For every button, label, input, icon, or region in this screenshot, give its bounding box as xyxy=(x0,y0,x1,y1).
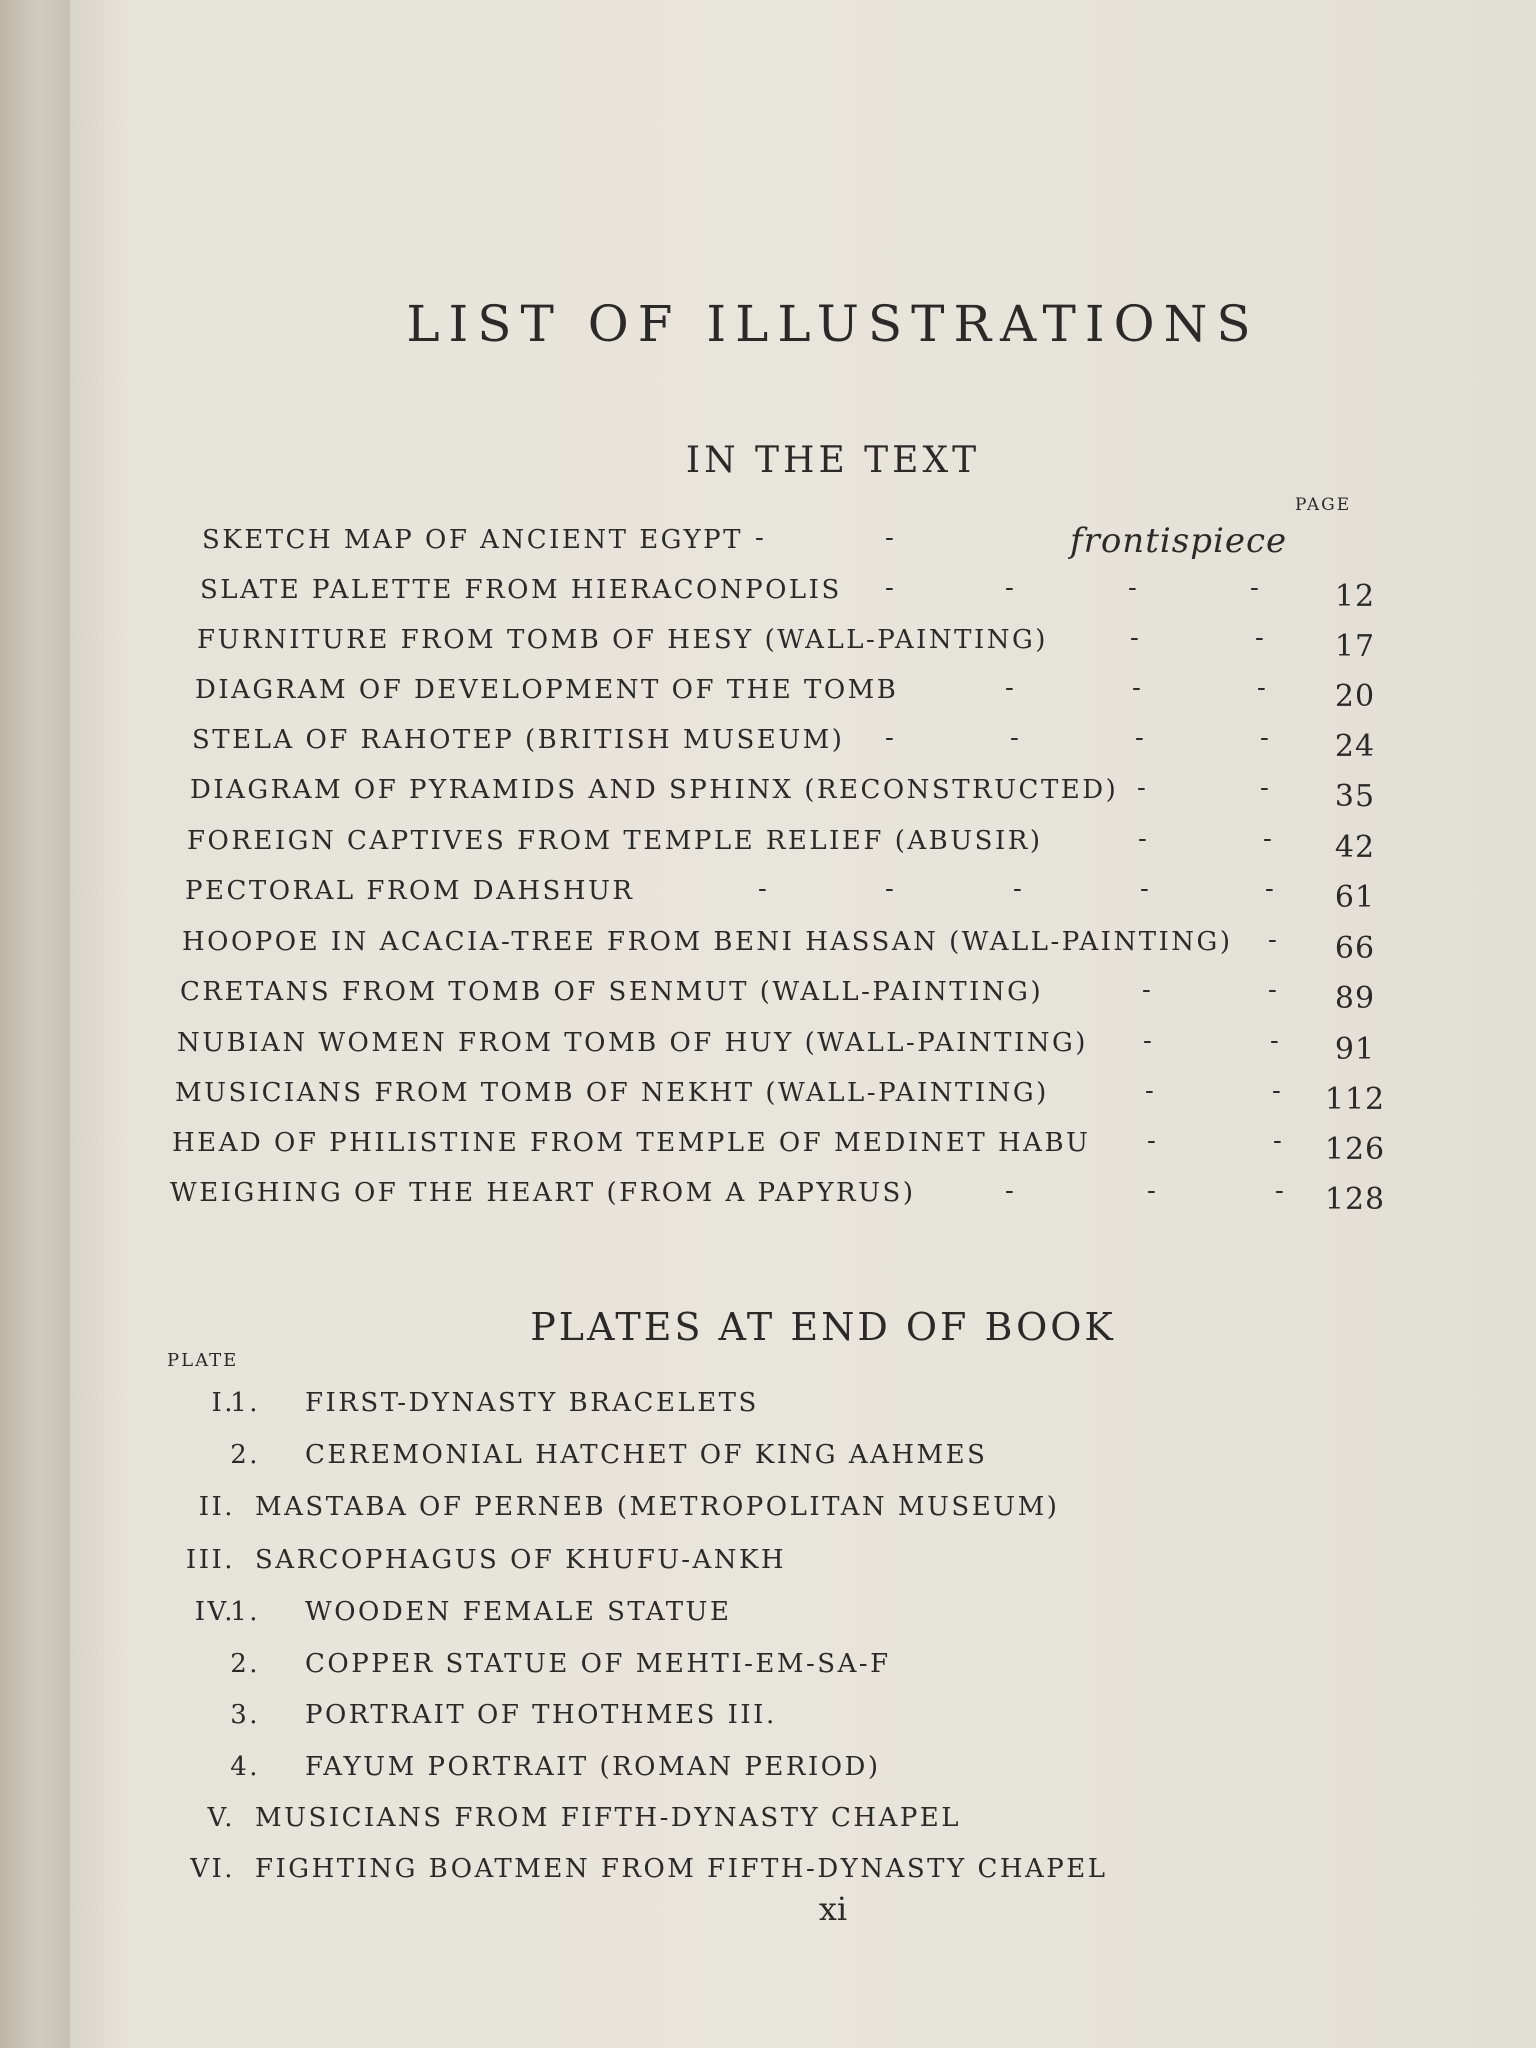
illustration-label: HOOPOE IN ACACIA-TREE FROM BENI HASSAN (WALL-PAINTING) xyxy=(182,927,1233,957)
leader-dash: - xyxy=(885,573,897,603)
plate-sub-number: 1. xyxy=(230,1597,260,1627)
illustration-entry xyxy=(172,1128,1432,1168)
leader-dash: - xyxy=(1132,673,1144,703)
page-number-ref: 128 xyxy=(1324,1182,1386,1217)
page-number-ref: 126 xyxy=(1324,1132,1386,1167)
leader-dash: - xyxy=(1145,1076,1157,1106)
plate-entry xyxy=(70,1440,1470,1480)
leader-dash: - xyxy=(1268,975,1280,1005)
illustration-label: DIAGRAM OF PYRAMIDS AND SPHINX (RECONSTRUCTED) xyxy=(190,775,1119,805)
leader-dash: - xyxy=(1143,1026,1155,1056)
plate-label: WOODEN FEMALE STATUE xyxy=(305,1597,732,1627)
plate-entry xyxy=(70,1492,1470,1532)
leader-dash: - xyxy=(1260,773,1272,803)
leader-dash: - xyxy=(1005,1176,1017,1206)
leader-dash: - xyxy=(758,874,770,904)
page-number-ref: 89 xyxy=(1334,981,1376,1016)
illustration-entry xyxy=(190,775,1450,815)
illustration-entry xyxy=(180,977,1440,1017)
leader-dash: - xyxy=(1265,874,1277,904)
plate-label: CEREMONIAL HATCHET OF KING AAHMES xyxy=(305,1440,988,1470)
leader-dash: - xyxy=(1130,623,1142,653)
page-number: xi xyxy=(818,1890,848,1928)
illustration-entry xyxy=(170,1178,1430,1218)
leader-dash: - xyxy=(885,874,897,904)
leader-dash: - xyxy=(1137,773,1149,803)
plate-number: V. xyxy=(207,1803,235,1833)
page-number-ref: 17 xyxy=(1334,629,1376,664)
illustration-label: FURNITURE FROM TOMB OF HESY (WALL-PAINTING) xyxy=(197,625,1048,655)
leader-dash: - xyxy=(1138,824,1150,854)
illustration-entry xyxy=(200,575,1460,615)
leader-dash: - xyxy=(1010,723,1022,753)
illustration-label: STELA OF RAHOTEP (BRITISH MUSEUM) xyxy=(192,725,845,755)
illustration-entry xyxy=(182,927,1442,967)
plate-entry xyxy=(70,1752,1470,1792)
page-number-ref: 61 xyxy=(1334,880,1376,915)
leader-dash: - xyxy=(1268,925,1280,955)
page-number-ref: 42 xyxy=(1334,830,1376,865)
leader-dash: - xyxy=(755,523,767,553)
plate-label: PORTRAIT OF THOTHMES III. xyxy=(305,1700,777,1730)
illustration-label: NUBIAN WOMEN FROM TOMB OF HUY (WALL-PAINTING) xyxy=(177,1028,1088,1058)
plates-heading: PLATES AT END OF BOOK xyxy=(530,1305,1116,1349)
leader-dash: - xyxy=(1128,573,1140,603)
leader-dash: - xyxy=(1255,623,1267,653)
leader-dash: - xyxy=(885,523,897,553)
plate-number: III. xyxy=(185,1545,235,1575)
plate-number: I. xyxy=(211,1388,235,1418)
plate-label: MASTABA OF PERNEB (METROPOLITAN MUSEUM) xyxy=(255,1492,1060,1522)
plate-column-label: PLATE xyxy=(167,1350,239,1371)
leader-dash: - xyxy=(1135,723,1147,753)
book-page xyxy=(70,0,1536,2048)
plate-sub-number: 2. xyxy=(230,1440,260,1470)
plate-entry xyxy=(70,1388,1470,1428)
illustration-entry xyxy=(185,876,1445,916)
illustration-entry xyxy=(175,1078,1435,1118)
leader-dash: - xyxy=(885,723,897,753)
leader-dash: - xyxy=(1257,673,1269,703)
page-number-ref: 20 xyxy=(1334,679,1376,714)
illustration-entry xyxy=(192,725,1452,765)
leader-dash: - xyxy=(1270,1026,1282,1056)
illustration-label: CRETANS FROM TOMB OF SENMUT (WALL-PAINTING) xyxy=(180,977,1044,1007)
leader-dash: - xyxy=(1005,573,1017,603)
illustration-entry xyxy=(187,826,1447,866)
plate-entry xyxy=(70,1649,1470,1689)
plate-label: COPPER STATUE OF MEHTI-EM-SA-F xyxy=(305,1649,891,1679)
illustration-label: SLATE PALETTE FROM HIERACONPOLIS xyxy=(200,575,842,605)
leader-dash: - xyxy=(1142,975,1154,1005)
plate-label: FAYUM PORTRAIT (ROMAN PERIOD) xyxy=(305,1752,881,1782)
page-column-label: PAGE xyxy=(1295,495,1352,515)
plate-entry xyxy=(70,1597,1470,1637)
illustration-label: FOREIGN CAPTIVES FROM TEMPLE RELIEF (ABUSIR) xyxy=(187,826,1043,856)
plate-sub-number: 4. xyxy=(230,1752,260,1782)
illustration-entry xyxy=(197,625,1457,665)
illustration-label: DIAGRAM OF DEVELOPMENT OF THE TOMB xyxy=(195,675,899,705)
plate-label: MUSICIANS FROM FIFTH-DYNASTY CHAPEL xyxy=(255,1803,962,1833)
page-number-ref: 12 xyxy=(1334,579,1376,614)
illustration-label: HEAD OF PHILISTINE FROM TEMPLE OF MEDINET HABU xyxy=(172,1128,1091,1158)
book-gutter xyxy=(0,0,70,2048)
page-number-ref: 91 xyxy=(1334,1032,1376,1067)
leader-dash: - xyxy=(1263,824,1275,854)
plate-sub-number: 1. xyxy=(230,1388,260,1418)
plate-entry xyxy=(70,1854,1470,1894)
plate-number: II. xyxy=(198,1492,235,1522)
page-number-ref: 112 xyxy=(1324,1082,1386,1117)
plate-label: FIRST-DYNASTY BRACELETS xyxy=(305,1388,759,1418)
leader-dash: - xyxy=(1250,573,1262,603)
in-text-heading: IN THE TEXT xyxy=(685,440,981,481)
leader-dash: - xyxy=(1147,1176,1159,1206)
plate-number: IV. xyxy=(194,1597,235,1627)
plate-sub-number: 2. xyxy=(230,1649,260,1679)
leader-dash: - xyxy=(1273,1126,1285,1156)
frontispiece-label: frontispiece xyxy=(1070,521,1288,561)
plate-sub-number: 3. xyxy=(230,1700,260,1730)
leader-dash: - xyxy=(1005,673,1017,703)
illustration-label: SKETCH MAP OF ANCIENT EGYPT xyxy=(202,525,743,555)
page-number-ref: 24 xyxy=(1334,729,1376,764)
illustration-entry xyxy=(195,675,1455,715)
illustration-entry xyxy=(202,521,1462,565)
leader-dash: - xyxy=(1147,1126,1159,1156)
leader-dash: - xyxy=(1260,723,1272,753)
page-number-ref: 35 xyxy=(1334,779,1376,814)
plate-entry xyxy=(70,1700,1470,1740)
plate-entry xyxy=(70,1803,1470,1843)
illustration-label: WEIGHING OF THE HEART (FROM A PAPYRUS) xyxy=(170,1178,916,1208)
illustration-label: PECTORAL FROM DAHSHUR xyxy=(185,876,635,906)
page-number-ref: 66 xyxy=(1334,931,1376,966)
leader-dash: - xyxy=(1140,874,1152,904)
leader-dash: - xyxy=(1272,1076,1284,1106)
plate-label: SARCOPHAGUS OF KHUFU-ANKH xyxy=(255,1545,787,1575)
illustration-label: MUSICIANS FROM TOMB OF NEKHT (WALL-PAINTING) xyxy=(175,1078,1049,1108)
plate-entry xyxy=(70,1545,1470,1585)
illustration-entry xyxy=(177,1028,1437,1068)
page-title: LIST OF ILLUSTRATIONS xyxy=(406,295,1260,353)
leader-dash: - xyxy=(1275,1176,1287,1206)
plate-label: FIGHTING BOATMEN FROM FIFTH-DYNASTY CHAPEL xyxy=(255,1854,1108,1884)
leader-dash: - xyxy=(1013,874,1025,904)
plate-number: VI. xyxy=(190,1854,235,1884)
